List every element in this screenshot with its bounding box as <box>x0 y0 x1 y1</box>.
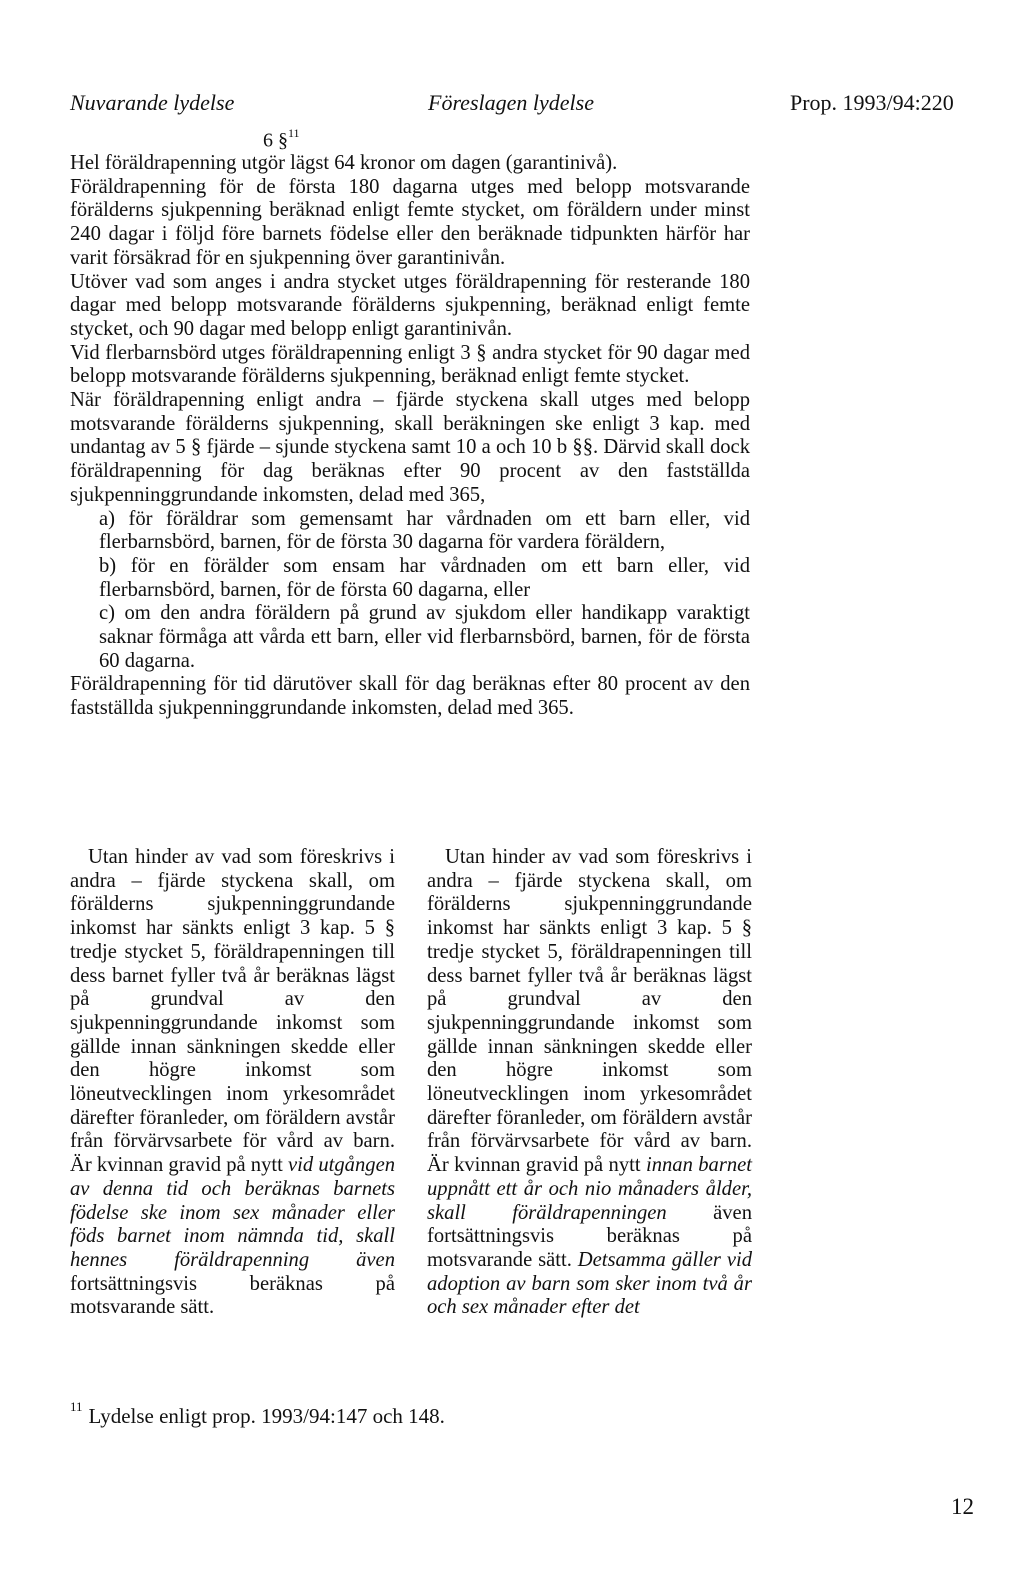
list-item-c: c) om den andra föräldern på grund av sjukdom eller handikapp varaktigt saknar förmåga att vårda ett barn, eller vid flerbarnsbörd, barnen, för de första 60 dagarna. <box>99 602 750 672</box>
header-proposition-number: Prop. 1993/94:220 <box>790 90 954 115</box>
current-wording-column <box>70 846 395 1320</box>
full-width-body <box>70 152 750 721</box>
paragraph: Utöver vad som anges i andra stycket utges föräldrapenning för resterande 180 dagar med belopp motsvarande förälderns sjukpenning, beräknad enligt femte stycket, och 90 dagar med belopp enligt garantinivån. <box>70 270 750 340</box>
footnote-text: Lydelse enligt prop. 1993/94:147 och 148. <box>88 1404 445 1428</box>
list-item-b: b) för en förälder som ensam har vårdnaden om ett barn eller, vid flerbarnsbörd, barnen, för de första 60 dagarna, eller <box>99 554 750 601</box>
header-current-wording: Nuvarande lydelse <box>70 90 235 115</box>
proposed-wording-column <box>427 846 752 1320</box>
proposed-wording-italic-tail: Detsamma gäller vid adoption av barn som sker inom två år och sex månader efter det <box>427 1248 752 1319</box>
list-item-a: a) för föräldrar som gemensamt har vårdnaden om ett barn eller, vid flerbarnsbörd, barnen, för de första 30 dagarna för vardera föräldern, <box>99 507 750 554</box>
current-wording-text: Utan hinder av vad som föreskrivs i andra – fjärde styckena skall, om förälderns sjukpenninggrundande inkomst har sänkts enligt 3 kap. 5 § tredje stycket 5, föräldrapenningen till dess barnet fyller två år beräknas lägst på grundval av den sjukpenninggrundande inkomst som gällde innan sänkningen skedde eller den högre inkomst som löneutvecklingen inom yrkesområdet därefter föranleder, om föräldern avstår från förvärvsarbete för vård av barn. Är kvinnan gravid på nytt <box>70 846 395 1177</box>
current-wording-italic-text: vid utgången av denna tid och beräknas barnets födelse ske inom sex månader eller föds barnet inom nämnda tid, skall hennes föräldrapenning även <box>70 1154 396 1271</box>
footnote-number: 11 <box>70 1399 83 1414</box>
current-wording-paragraph <box>70 846 395 1320</box>
section-heading <box>263 128 300 153</box>
paragraph: När föräldrapenning enligt andra – fjärde styckena skall utges med belopp motsvarande förälderns sjukpenning, skall beräkningen ske enligt 3 kap. med undantag av 5 § fjärde – sjunde styckena samt 10 a och 10 b §§. Därvid skall dock föräldrapenning för dag beräknas efter 90 procent av den fastställda sjukpenninggrundande inkomsten, delad med 365, <box>70 389 750 506</box>
paragraph: Vid flerbarnsbörd utges föräldrapenning enligt 3 § andra stycket för 90 dagar med belopp motsvarande förälderns sjukpenning, beräknad enligt femte stycket. <box>70 341 750 388</box>
page-number: 12 <box>951 1494 974 1519</box>
paragraph: Föräldrapenning för de första 180 dagarna utges med belopp motsvarande förälderns sjukpenning beräknad enligt femte stycket, om föräldern under minst 240 dagar i följd före barnets födelse eller den beräknade tidpunkten härför har varit försäkrad för en sjukpenning över garantinivån. <box>70 175 750 269</box>
paragraph: Hel föräldrapenning utgör lägst 64 kronor om dagen (garantinivå). <box>70 152 618 174</box>
footnote <box>70 1399 445 1429</box>
proposed-wording-italic-text: innan barnet uppnått ett år och nio månaders ålder, skall föräldrapenningen <box>427 1154 753 1224</box>
section-footnote-ref: 11 <box>288 126 300 140</box>
proposed-wording-middle: även fortsättningsvis beräknas på motsvarande sätt. <box>427 1201 752 1271</box>
closing-paragraph: Föräldrapenning för tid därutöver skall för dag beräknas efter 80 procent av den fastställda sjukpenninggrundande inkomsten, delad med 365. <box>70 673 750 720</box>
proposed-wording-paragraph <box>427 846 752 1320</box>
current-wording-tail: fortsättningsvis beräknas på motsvarande sätt. <box>70 1272 395 1319</box>
header-proposed-wording: Föreslagen lydelse <box>428 90 594 115</box>
proposed-wording-text: Utan hinder av vad som föreskrivs i andra – fjärde styckena skall, om förälderns sjukpenninggrundande inkomst har sänkts enligt 3 kap. 5 § tredje stycket 5, föräldrapenningen till dess barnet fyller två år beräknas lägst på grundval av den sjukpenninggrundande inkomst som gällde innan sänkningen skedde eller den högre inkomst som löneutvecklingen inom yrkesområdet därefter föranleder, om föräldern avstår från förvärvsarbete för vård av barn. Är kvinnan gravid på nytt <box>427 846 752 1177</box>
section-number: 6 § <box>263 129 288 152</box>
